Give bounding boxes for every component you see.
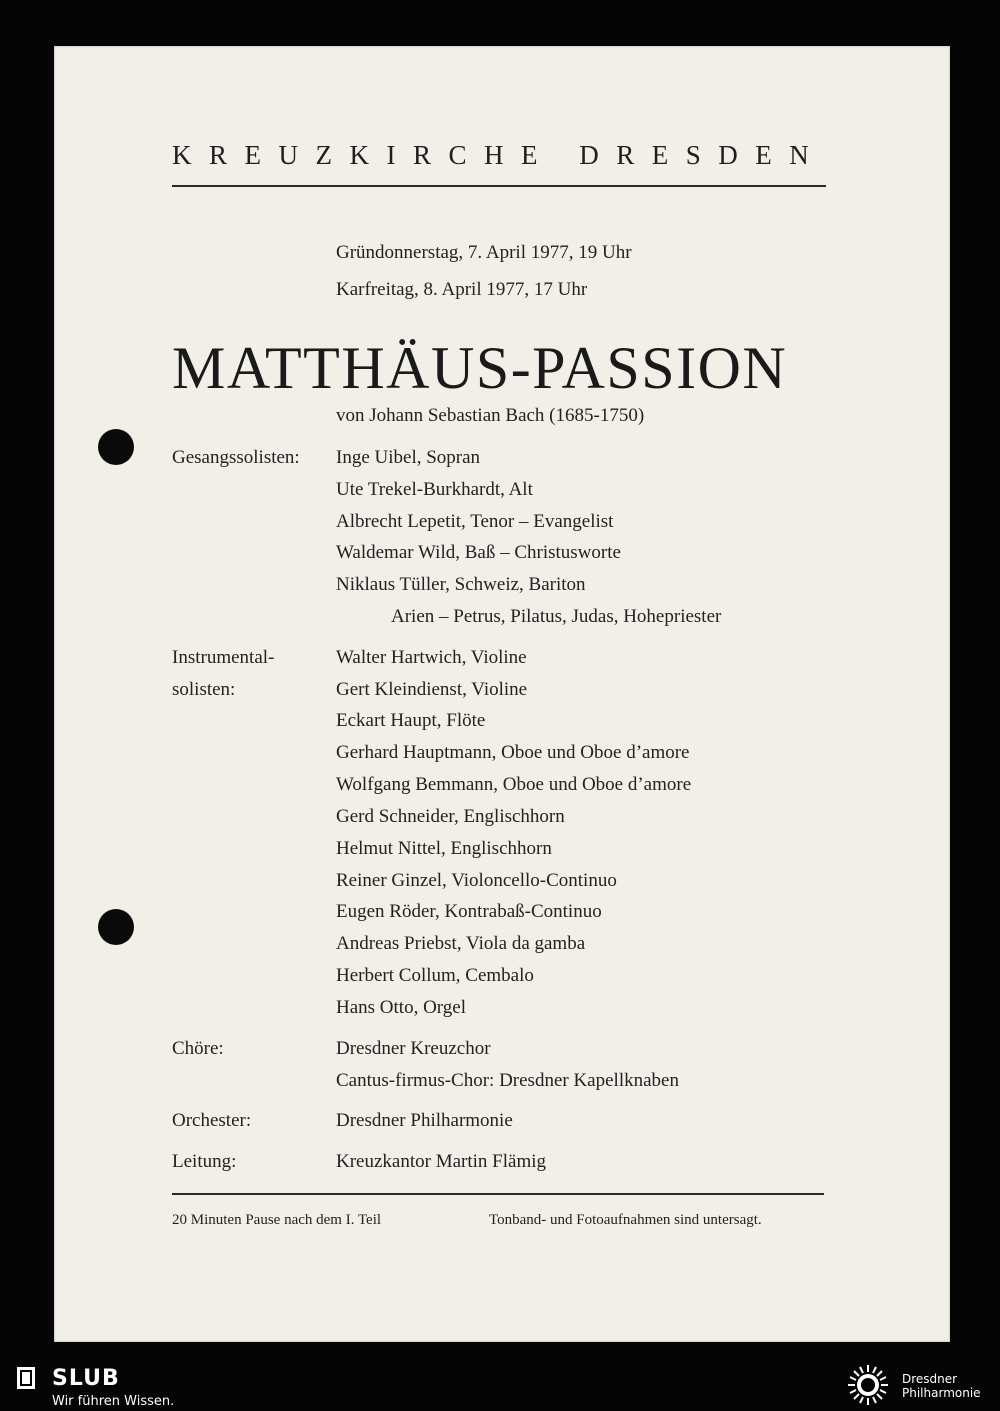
punch-hole-top <box>98 429 134 465</box>
punch-hole-bottom <box>98 909 134 945</box>
date-line-2: Karfreitag, 8. April 1977, 17 Uhr <box>336 279 588 300</box>
instrumental-soloist-entry: Gert Kleindienst, Violine <box>336 679 528 700</box>
vocal-soloist-entry: Inge Uibel, Sopran <box>336 447 481 468</box>
vocal-soloist-entry: Niklaus Tüller, Schweiz, Bariton <box>336 574 586 595</box>
choirs-label: Chöre: <box>172 1038 224 1059</box>
instrumental-soloist-entry: Reiner Ginzel, Violoncello-Continuo <box>336 870 617 891</box>
conductor-label: Leitung: <box>172 1151 237 1172</box>
philharmonie-line-1: Dresdner <box>902 1372 958 1386</box>
vocal-soloist-entry: Waldemar Wild, Baß – Christusworte <box>336 542 621 563</box>
instrumental-soloist-entry: Eugen Röder, Kontrabaß-Continuo <box>336 901 602 922</box>
philharmonie-brand-name <box>902 1372 1000 1400</box>
work-title: MATTHÄUS-PASSION <box>172 335 788 401</box>
instrumental-soloists-label-line2: solisten: <box>172 679 236 700</box>
instrumental-soloist-entry: Eckart Haupt, Flöte <box>336 710 486 731</box>
vocal-soloist-entry: Ute Trekel-Burkhardt, Alt <box>336 479 533 500</box>
header-divider <box>172 185 826 187</box>
instrumental-soloist-entry: Helmut Nittel, Englischhorn <box>336 838 552 859</box>
instrumental-soloist-entry: Andreas Priebst, Viola da gamba <box>336 933 586 954</box>
date-line-1: Gründonnerstag, 7. April 1977, 19 Uhr <box>336 242 632 263</box>
book-stack-icon <box>14 1366 38 1390</box>
instrumental-soloist-entry: Hans Otto, Orgel <box>336 997 466 1018</box>
vocal-soloists-label: Gesangssolisten: <box>172 447 300 468</box>
intermission-note: 20 Minuten Pause nach dem I. Teil <box>172 1212 382 1228</box>
instrumental-soloist-entry: Gerd Schneider, Englischhorn <box>336 806 565 827</box>
sunburst-logo-icon <box>842 1362 894 1408</box>
philharmonie-line-2: Philharmonie <box>902 1386 981 1400</box>
vocal-soloist-roles: Arien – Petrus, Pilatus, Judas, Hohepriester <box>391 606 722 627</box>
recording-notice: Tonband- und Fotoaufnahmen sind untersagt. <box>489 1212 762 1228</box>
slub-brand-name: SLUB <box>52 1366 120 1391</box>
choir-entry: Cantus-firmus-Chor: Dresdner Kapellknaben <box>336 1070 679 1091</box>
instrumental-soloists-label-line1: Instrumental- <box>172 647 275 668</box>
slub-tagline: Wir führen Wissen. <box>52 1394 175 1409</box>
vocal-soloist-entry: Albrecht Lepetit, Tenor – Evangelist <box>336 511 614 532</box>
instrumental-soloist-entry: Herbert Collum, Cembalo <box>336 965 534 986</box>
conductor-value: Kreuzkantor Martin Flämig <box>336 1151 547 1172</box>
orchestra-value: Dresdner Philharmonie <box>336 1110 513 1131</box>
instrumental-soloist-entry: Gerhard Hauptmann, Oboe und Oboe d’amore <box>336 742 690 763</box>
footer-divider <box>172 1193 824 1195</box>
composer-line: von Johann Sebastian Bach (1685-1750) <box>336 405 645 426</box>
instrumental-soloist-entry: Walter Hartwich, Violine <box>336 647 527 668</box>
orchestra-label: Orchester: <box>172 1110 252 1131</box>
choir-entry: Dresdner Kreuzchor <box>336 1038 491 1059</box>
venue-header: KREUZKIRCHE DRESDEN <box>172 140 827 170</box>
instrumental-soloist-entry: Wolfgang Bemmann, Oboe und Oboe d’amore <box>336 774 692 795</box>
